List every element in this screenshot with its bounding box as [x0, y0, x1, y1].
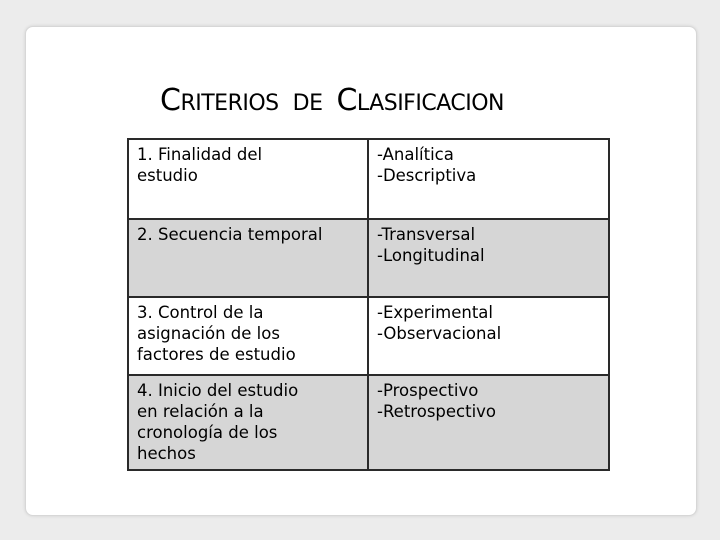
- table-row: [128, 219, 609, 297]
- criterion-text: 4. Inicio del estudio: [137, 381, 299, 400]
- title-word: DE: [292, 91, 323, 116]
- criterion-text: 1. Finalidad del: [137, 145, 263, 164]
- option-text: -Analítica: [377, 145, 454, 164]
- option-text: -Transversal: [377, 225, 476, 244]
- options-cell: [368, 375, 609, 470]
- slide-title: [160, 80, 504, 118]
- option-text: -Longitudinal: [377, 246, 485, 265]
- criterion-text: estudio: [137, 166, 198, 185]
- criterion-cell: [128, 375, 368, 470]
- table-row: [128, 375, 609, 470]
- options-cell: [368, 297, 609, 375]
- option-text: -Observacional: [377, 324, 502, 343]
- criterion-cell: [128, 297, 368, 375]
- criterion-text: factores de estudio: [137, 345, 296, 364]
- criterion-cell: [128, 219, 368, 297]
- option-text: -Experimental: [377, 303, 493, 322]
- options-cell: [368, 139, 609, 219]
- criterion-text: 3. Control de la: [137, 303, 264, 322]
- option-text: -Descriptiva: [377, 166, 477, 185]
- criterion-text: asignación de los: [137, 324, 280, 343]
- title-initial: C: [336, 83, 357, 118]
- title-word: LASIFICACION: [356, 91, 504, 116]
- criterion-text: en relación a la: [137, 402, 264, 421]
- criterion-text: 2. Secuencia temporal: [137, 225, 323, 244]
- classification-table: [127, 138, 610, 471]
- option-text: -Retrospectivo: [377, 402, 497, 421]
- criterion-text: cronología de los: [137, 423, 278, 442]
- title-initial: C: [160, 83, 181, 118]
- criterion-text: hechos: [137, 444, 196, 463]
- option-text: -Prospectivo: [377, 381, 479, 400]
- title-word: RITERIOS: [180, 91, 279, 116]
- options-cell: [368, 219, 609, 297]
- criterion-cell: [128, 139, 368, 219]
- table-row: [128, 139, 609, 219]
- table-row: [128, 297, 609, 375]
